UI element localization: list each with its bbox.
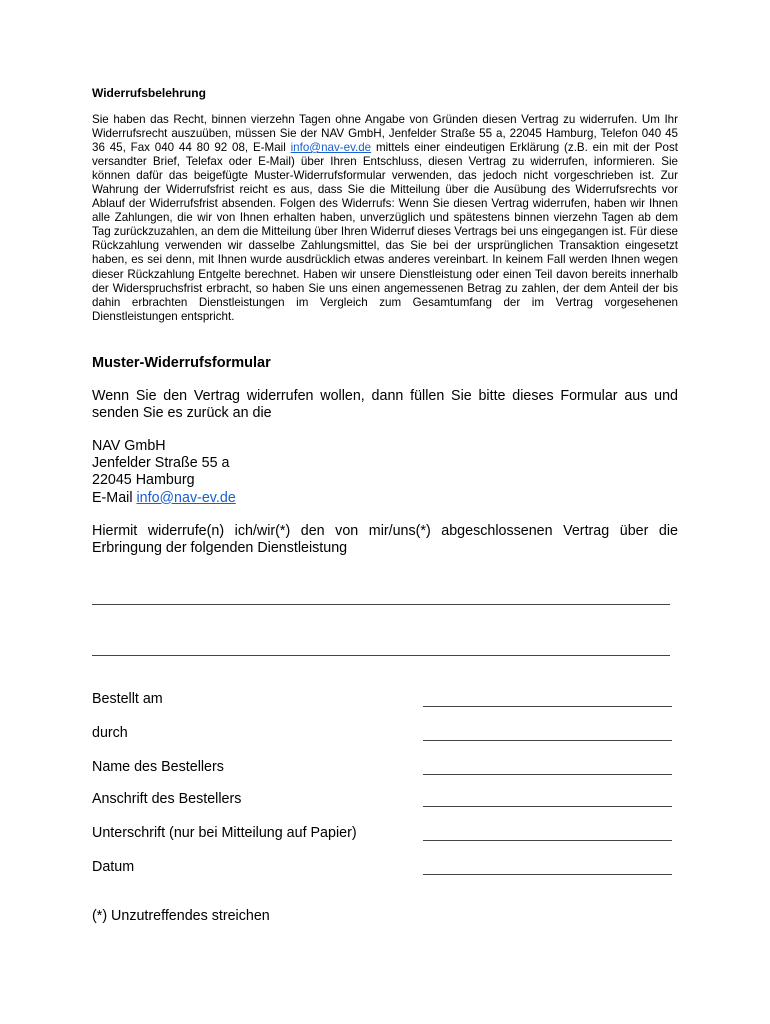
field-line-ordered-on[interactable] bbox=[423, 706, 672, 707]
address-email-label: E-Mail bbox=[92, 489, 137, 506]
address-email-line bbox=[92, 490, 236, 507]
field-line-customer-address[interactable] bbox=[423, 806, 672, 807]
field-line-by[interactable] bbox=[423, 740, 672, 741]
address-city: 22045 Hamburg bbox=[92, 472, 195, 489]
form-title: Muster-Widerrufsformular bbox=[92, 355, 271, 371]
field-label-customer-name: Name des Bestellers bbox=[92, 759, 224, 775]
address-email-link[interactable]: info@nav-ev.de bbox=[136, 489, 236, 506]
address-street: Jenfelder Straße 55 a bbox=[92, 455, 230, 472]
field-label-by: durch bbox=[92, 725, 128, 741]
cancellation-policy-text bbox=[92, 113, 678, 324]
policy-text-part-1: Sie haben das Recht, binnen vierzehn Tagen ohne Angabe von Gründen diesen Vertrag zu widerrufen. Um Ihr Widerrufsrecht auszuüben, müssen Sie der NAV GmbH, Jenfelder Straße 55 a, 22045 Hamburg, Telefon 040 45 36 45, Fax 040 44 80 92 08, E-Mail bbox=[92, 113, 678, 155]
service-description-line-1[interactable] bbox=[92, 604, 670, 605]
field-label-customer-address: Anschrift des Bestellers bbox=[92, 791, 242, 807]
policy-email-link[interactable]: info@nav-ev.de bbox=[290, 141, 372, 155]
address-company: NAV GmbH bbox=[92, 438, 166, 454]
service-description-line-2[interactable] bbox=[92, 655, 670, 656]
recipient-address bbox=[92, 438, 236, 507]
field-line-date[interactable] bbox=[423, 874, 672, 875]
field-label-date: Datum bbox=[92, 859, 135, 875]
field-line-customer-name[interactable] bbox=[423, 774, 672, 775]
field-label-signature: Unterschrift (nur bei Mitteilung auf Papier) bbox=[92, 825, 357, 841]
withdrawal-statement: Hiermit widerrufe(n) ich/wir(*) den von mir/uns(*) abgeschlossenen Vertrag über die Erbringung der folgenden Dienstleistung bbox=[92, 523, 678, 556]
field-label-ordered-on: Bestellt am bbox=[92, 691, 163, 707]
field-line-signature[interactable] bbox=[423, 840, 672, 841]
policy-text-part-2: mittels einer eindeutigen Erklärung (z.B. ein mit der Post versandter Brief, Telefax oder E-Mail) über Ihren Entschluss, diesen Vertrag zu widerrufen, informieren. Sie können dafür das beigefügte Muster-Widerrufsformular verwenden, das jedoch nicht vorgeschrieben ist. Zur Wahrung der Widerrufsfrist reicht es aus, dass Sie die Mitteilung über die Ausübung des Widerrufsrechts vor Ablauf der Widerrufsfrist absenden. Folgen des Widerrufs: Wenn Sie diesen Vertrag widerrufen, haben wir Ihnen alle Zahlungen, die wir von Ihnen erhalten haben, unverzüglich und spätestens binnen vierzehn Tagen ab dem Tag zurückzuzahlen, an dem die Mitteilung über Ihren Widerruf dieses Vertrags bei uns eingegangen ist. Für diese Rückzahlung verwenden wir dasselbe Zahlungsmittel, das Sie bei der ursprünglichen Transaktion eingesetzt haben, es sei denn, mit Ihnen wurde ausdrücklich etwas anderes vereinbart. In keinem Fall werden Ihnen wegen dieser Rückzahlung Entgelte berechnet. Haben wir unsere Dienstleistung oder einen Teil davon bereits innerhalb der Widerspruchsfrist erbracht, so haben Sie uns einen angemessenen Betrag zu zahlen, der dem Anteil der bis dahin erbrachten Dienstleistungen im Vergleich zum Gesamtumfang der im Vertrag vorgesehenen Dienstleistungen entspricht. bbox=[92, 141, 678, 323]
page-heading: Widerrufsbelehrung bbox=[92, 86, 206, 100]
footnote: (*) Unzutreffendes streichen bbox=[92, 908, 270, 924]
form-intro: Wenn Sie den Vertrag widerrufen wollen, dann füllen Sie bitte dieses Formular aus und senden Sie es zurück an die bbox=[92, 388, 678, 421]
